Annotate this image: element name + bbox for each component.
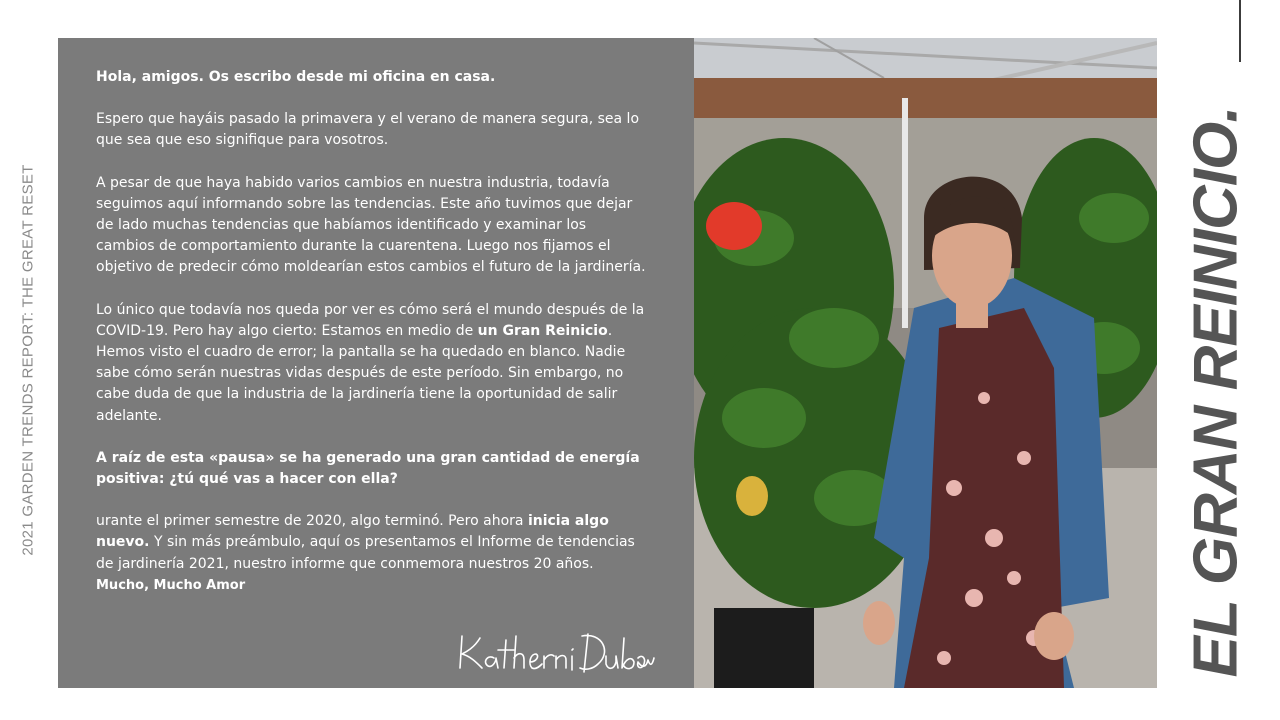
letter-paragraph-3: Lo único que todavía nos queda por ver es cómo será el mundo después de la COVID-19. Pero hay algo cierto: Estamos en medio de un Gran Reinicio. Hemos visto el cuadro de error; la pantalla se ha quedado en blanco. Nadie sabe cómo serán nuestras vidas después de este período. Sin embargo, no cabe duda de que la industria de la jardinería tiene la oportunidad de salir adelante. [96,301,645,424]
letter-panel [58,38,694,688]
letter-paragraph-4: A raíz de esta «pausa» se ha generado una gran cantidad de energía positiva: ¿tú qué vas a hacer con ella? [96,449,640,488]
letter-text [96,67,648,617]
letter-paragraph-1: Espero que hayáis pasado la primavera y el verano de manera segura, sea lo que sea que eso signifique para vosotros. [96,111,640,149]
portrait-photo [694,38,1157,688]
report-side-label: 2021 GARDEN TRENDS REPORT: THE GREAT RESET [19,164,37,556]
accent-line [1239,0,1241,62]
letter-paragraph-2: A pesar de que haya habido varios cambios en nuestra industria, todavía seguimos aquí informando sobre las tendencias. Este año tuvimos que dejar de lado muchas tendencias que habíamos identificado y examinar los cambios de comportamiento durante la cuarentena. Luego nos fijamos el objetivo de predecir cómo moldearían estos cambios el futuro de la jardinería. [96,174,646,276]
letter-paragraph-5: urante el primer semestre de 2020, algo terminó. Pero ahora inicia algo nuevo. Y sin más preámbulo, aquí os presentamos el Informe de tendencias de jardinería 2021, nuestro informe que conmemora nuestros 20 años. Mucho, Mucho Amor [96,513,635,593]
letter-greeting: Hola, amigos. Os escribo desde mi oficina en casa. [96,69,496,85]
handwritten-signature [456,628,656,678]
main-title: EL GRAN REINICIO. [1181,106,1251,678]
